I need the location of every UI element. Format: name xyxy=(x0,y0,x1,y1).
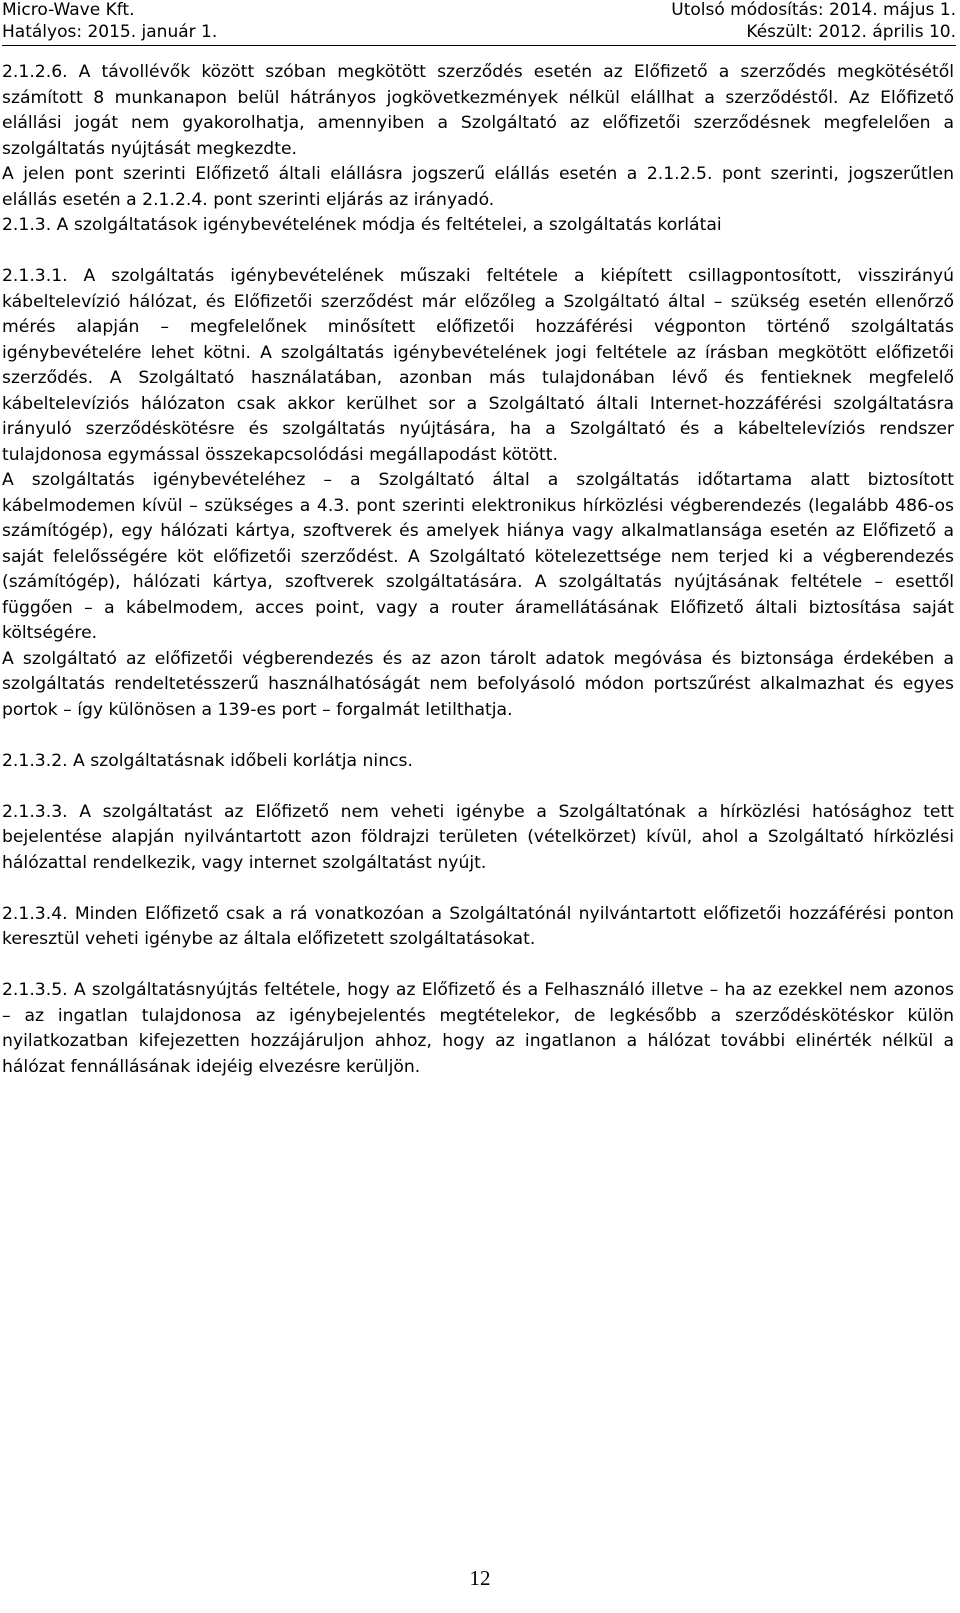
section-2-1-3-5-paragraph: 2.1.3.5. A szolgáltatásnyújtás feltétele, hogy az Előfizető és a Felhasználó illetve – ha az ezekkel nem azonos – az ingatlan tulajdonosa az igénybejelentés megtételekor, de legkésőbb a szerződéskötéskor külön nyilatkozatban kifejezetten hozzájáruljon ahhoz, hogy az ingatlanon a hálózat további elinérték nélkül a hálózat fennállásának idejéig elvezésre kerüljön. xyxy=(2,980,954,1077)
section-2-1-3-1-requirements: A szolgáltatás igénybevételéhez – a Szolgáltató által a szolgáltatás időtartama alatt biztosított kábelmodemen kívül – szükséges a 4.3. pont szerinti elektronikus hírközlési végberendezés (legalább 486-os számítógép), egy hálózati kártya, szoftverek és amelyek hiánya vagy alkalmatlansága esetén az Előfizető a saját felelősségére köt előfizetői szerződést. A Szolgáltató kötelezettsége nem terjed ki a végberendezés (számítógép), hálózati kártya, szoftverek szolgáltatására. A szolgáltatás nyújtásának feltétele – esettől függően – a kábelmodem, acces point, vagy a router áramellátásának Előfizető általi biztosítása saját költségére. xyxy=(2,470,954,643)
section-2-1-3-1-port-filtering: A szolgáltató az előfizetői végberendezés és az azon tárolt adatok megóvása és biztonsága érdekében a szolgáltatás rendeltetésszerű használhatóságát nem befolyásoló módon portszűrést alkalmazhat és egyes portok – így különösen a 139-es port – forgalmát letilthatja. xyxy=(2,648,954,720)
section-2-1-3-3-paragraph: 2.1.3.3. A szolgáltatást az Előfizető nem veheti igénybe a Szolgáltatónak a hírközlési hatósághoz tett bejelentése alapján nyilvántartott azon földrajzi területen (vételkörzet) kívül, ahol a Szolgáltató hírközlési hálózattal rendelkezik, vagy internet szolgáltatást nyújt. xyxy=(2,801,954,873)
created-date: Készült: 2012. április 10. xyxy=(746,22,956,42)
page-number: 12 xyxy=(469,1566,491,1590)
section-2-1-3-2-paragraph: 2.1.3.2. A szolgáltatásnak időbeli korlátja nincs. xyxy=(2,750,413,771)
effective-date: Hatályos: 2015. január 1. xyxy=(2,22,218,42)
document-body xyxy=(2,60,954,1080)
last-modified-date: Utolsó módosítás: 2014. május 1. xyxy=(671,0,956,20)
section-2-1-2-6-followup: A jelen pont szerinti Előfizető általi elállásra jogszerű elállás esetén a 2.1.2.5. pont szerinti, jogszerűtlen elállás esetén a 2.1.2.4. pont szerinti eljárás az irányadó. xyxy=(2,164,954,210)
section-2-1-3-heading: 2.1.3. A szolgáltatások igénybevételének módja és feltételei, a szolgáltatás korlátai xyxy=(2,215,722,235)
company-name: Micro-Wave Kft. xyxy=(2,0,135,20)
section-2-1-3-1-paragraph: 2.1.3.1. A szolgáltatás igénybevételének műszaki feltétele a kiépített csillagpontosított, visszirányú kábeltelevízió hálózat, és Előfizetői szerződést már előzőleg a Szolgáltató által – szükség esetén ellenőrző mérés alapján – megfelelőnek minősített előfizetői hozzáférési végponton történő szolgáltatás igénybevételére lehet kötni. A szolgáltatás igénybevételének jogi feltétele az írásban megkötött előfizetői szerződés. A Szolgáltató használatában, azonban más tulajdonában lévő és fentieknek megfelelő kábeltelevíziós hálózaton csak akkor kerülhet sor a Szolgáltató általi Internet-hozzáférési szolgáltatásra irányuló szerződéskötésre és szolgáltatás nyújtására, ha a Szolgáltató és a kábeltelevíziós rendszer tulajdonosa egymással összekapcsolódási megállapodást kötött. xyxy=(2,266,954,465)
section-2-1-2-6-paragraph: 2.1.2.6. A távollévők között szóban megkötött szerződés esetén az Előfizető a szerződés megkötésétől számított 8 munkanapon belül hátrányos jogkövetkezmények nélkül elállhat a szerződéstől. Az Előfizető elállási jogát nem gyakorolhatja, amennyiben a Szolgáltató az előfizetői szerződésnek megfelelően a szolgáltatás nyújtását megkezdte. xyxy=(2,62,954,159)
page-header xyxy=(2,0,956,46)
section-2-1-3-4-paragraph: 2.1.3.4. Minden Előfizető csak a rá vonatkozóan a Szolgáltatónál nyilvántartott előfizetői hozzáférési ponton keresztül veheti igénybe az általa előfizetett szolgáltatásokat. xyxy=(2,903,954,949)
header-divider xyxy=(2,45,956,46)
